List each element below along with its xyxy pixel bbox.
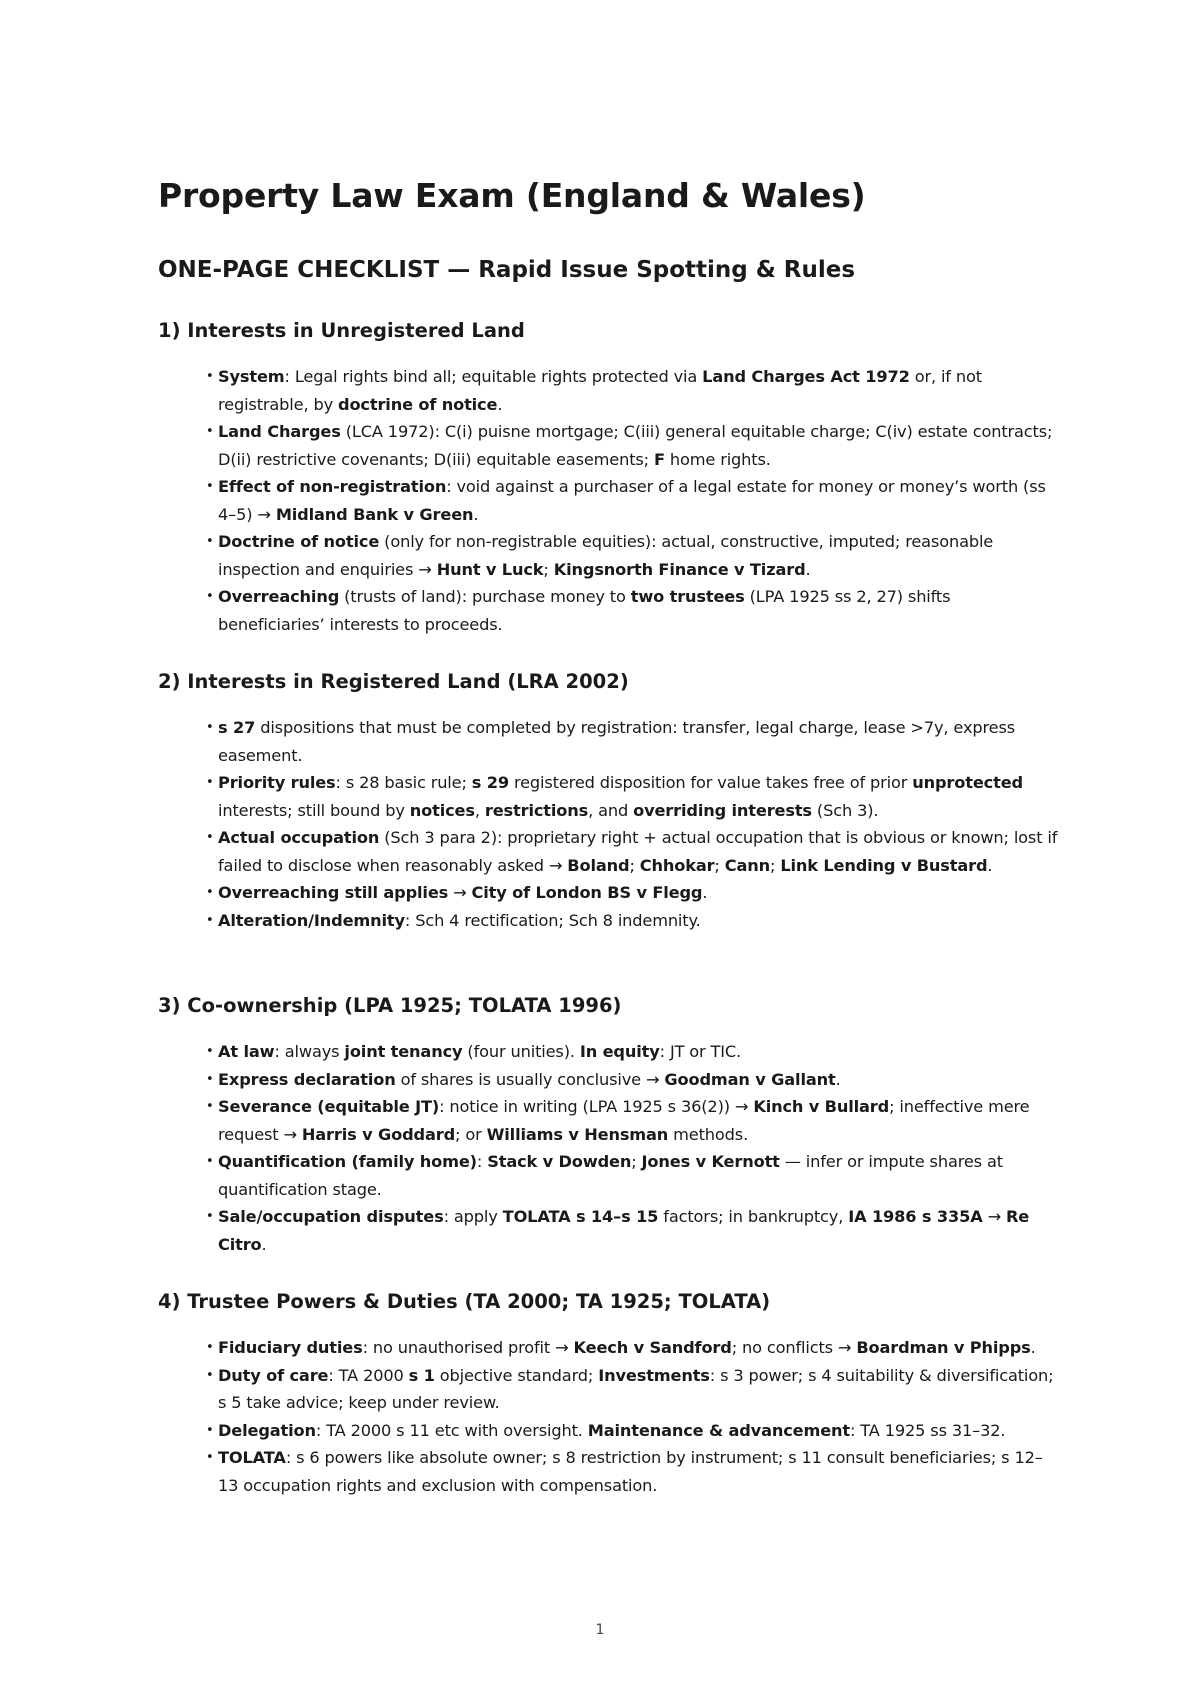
bold-term: Investments [598, 1365, 710, 1385]
bullet-list [158, 1334, 1058, 1499]
list-item: • At law: always joint tenancy (four unities). In equity: JT or TIC. [218, 1038, 1058, 1066]
document-subtitle: ONE-PAGE CHECKLIST — Rapid Issue Spotting & Rules [158, 257, 856, 283]
bold-term: TOLATA s 14–s 15 [502, 1207, 659, 1226]
bold-term: Hunt v Luck [436, 559, 544, 579]
bold-term: Severance (equitable JT) [218, 1097, 440, 1116]
bold-term: IA 1986 s 335A [848, 1207, 983, 1226]
bullet-list [158, 363, 1058, 638]
bold-term: joint tenancy [344, 1042, 463, 1061]
list-item: • Express declaration of shares is usually conclusive → Goodman v Gallant. [218, 1066, 1058, 1094]
list-item: • Severance (equitable JT): notice in writing (LPA 1925 s 36(2)) → Kinch v Bullard; ineffective mere request → Harris v Goddard; or Williams v Hensman methods. [218, 1093, 1058, 1148]
bold-term: Land Charges Act 1972 [702, 367, 910, 386]
list-item: • Delegation: TA 2000 s 11 etc with oversight. Maintenance & advancement: TA 1925 ss 31–32. [218, 1417, 1058, 1445]
list-item: • Alteration/Indemnity: Sch 4 rectification; Sch 8 indemnity. [218, 907, 1058, 935]
list-item: • Overreaching (trusts of land): purchase money to two trustees (LPA 1925 ss 2, 27) shifts beneficiaries’ interests to proceeds. [218, 583, 1058, 638]
section-trustee-powers [158, 1288, 1058, 1499]
bold-term: Overreaching still applies [218, 883, 449, 902]
bold-term: restrictions [484, 800, 589, 820]
bold-term: Jones v Kernott [641, 1152, 780, 1171]
bold-term: Overreaching [218, 587, 340, 606]
bold-term: Land Charges [218, 422, 341, 441]
bold-term: Williams v Hensman [486, 1124, 669, 1144]
bold-term: unprotected [912, 773, 1023, 792]
bold-term: In equity [579, 1042, 660, 1061]
bold-term: s 1 [408, 1365, 435, 1385]
bold-term: F [653, 449, 665, 469]
bold-term: Goodman v Gallant [664, 1069, 836, 1089]
list-item: • s 27 dispositions that must be completed by registration: transfer, legal charge, lease >7y, express easement. [218, 714, 1058, 769]
list-item: • Sale/occupation disputes: apply TOLATA s 14–s 15 factors; in bankruptcy, IA 1986 s 335A → Re Citro. [218, 1203, 1058, 1258]
bold-term: overriding interests [633, 800, 812, 820]
list-item: • Quantification (family home): Stack v Dowden; Jones v Kernott — infer or impute shares at quantification stage. [218, 1148, 1058, 1203]
bold-term: Kingsnorth Finance v Tizard [553, 559, 806, 579]
bold-term: Kinch v Bullard [753, 1097, 890, 1116]
bold-term: At law [218, 1042, 275, 1061]
section-registered-land [158, 668, 1058, 934]
bold-term: Effect of non-registration [218, 477, 447, 496]
bold-term: Express declaration [218, 1069, 396, 1089]
bold-term: notices [409, 800, 475, 820]
section-co-ownership [158, 992, 1058, 1258]
bold-term: Link Lending v Bustard [780, 855, 988, 875]
bold-term: Priority rules [218, 773, 336, 792]
bold-term: Quantification (family home) [218, 1152, 477, 1171]
bold-term: Cann [724, 855, 770, 875]
bold-term: Actual occupation [218, 828, 380, 847]
list-item: • Fiduciary duties: no unauthorised profit → Keech v Sandford; no conflicts → Boardman v Phipps. [218, 1334, 1058, 1362]
bold-term: Boardman v Phipps [856, 1338, 1031, 1357]
list-item: • Duty of care: TA 2000 s 1 objective standard; Investments: s 3 power; s 4 suitability & diversification; s 5 take advice; keep under review. [218, 1362, 1058, 1417]
list-item: • System: Legal rights bind all; equitable rights protected via Land Charges Act 1972 or, if not registrable, by doctrine of notice. [218, 363, 1058, 418]
section-heading: 2) Interests in Registered Land (LRA 2002) [158, 670, 629, 693]
bold-term: Alteration/Indemnity [218, 910, 405, 930]
bold-term: Chhokar [639, 855, 715, 875]
bold-term: s 27 [218, 718, 256, 737]
bullet-list [158, 714, 1058, 934]
bold-term: Stack v Dowden [487, 1152, 632, 1171]
bold-term: Keech v Sandford [573, 1338, 732, 1357]
bold-term: Re Citro [218, 1207, 1030, 1254]
bold-term: Doctrine of notice [218, 532, 380, 551]
bold-term: Sale/occupation disputes [218, 1207, 444, 1226]
section-unregistered-land [158, 317, 1058, 638]
bold-term: TOLATA [218, 1448, 286, 1467]
section-heading: 3) Co-ownership (LPA 1925; TOLATA 1996) [158, 994, 622, 1017]
bold-term: Delegation [218, 1420, 316, 1440]
list-item: • Overreaching still applies → City of London BS v Flegg. [218, 879, 1058, 907]
list-item: • Land Charges (LCA 1972): C(i) puisne mortgage; C(iii) general equitable charge; C(iv) estate contracts; D(ii) restrictive covenants; D(iii) equitable easements; F home rights. [218, 418, 1058, 473]
bold-term: Harris v Goddard [301, 1124, 456, 1144]
bold-term: s 29 [471, 773, 509, 792]
list-item: • Actual occupation (Sch 3 para 2): proprietary right + actual occupation that is obvious or known; lost if failed to disclose when reasonably asked → Boland; Chhokar; Cann; Link Lending v Bustard. [218, 824, 1058, 879]
bold-term: System [218, 367, 285, 386]
document-title: Property Law Exam (England & Wales) [158, 176, 866, 215]
list-item: • Effect of non-registration: void against a purchaser of a legal estate for money or money’s worth (ss 4–5) → Midland Bank v Green. [218, 473, 1058, 528]
bold-term: two trustees [630, 587, 745, 606]
list-item: • Priority rules: s 28 basic rule; s 29 registered disposition for value takes free of prior unprotected interests; still bound by notices, restrictions, and overriding interests (Sch 3). [218, 769, 1058, 824]
bullet-list [158, 1038, 1058, 1258]
bold-term: Duty of care [218, 1365, 329, 1385]
list-item: • TOLATA: s 6 powers like absolute owner; s 8 restriction by instrument; s 11 consult beneficiaries; s 12–13 occupation rights and exclusion with compensation. [218, 1444, 1058, 1499]
bold-term: Fiduciary duties [218, 1338, 363, 1357]
bold-term: doctrine of notice [338, 394, 498, 414]
bold-term: Midland Bank v Green [275, 504, 474, 524]
bold-term: Maintenance & advancement [587, 1420, 850, 1440]
section-heading: 1) Interests in Unregistered Land [158, 319, 525, 342]
page-number: 1 [595, 1622, 605, 1638]
bold-term: City of London BS v Flegg [471, 883, 703, 902]
bold-term: Boland [567, 855, 630, 875]
section-heading: 4) Trustee Powers & Duties (TA 2000; TA 1925; TOLATA) [158, 1290, 771, 1313]
list-item: • Doctrine of notice (only for non-registrable equities): actual, constructive, imputed; reasonable inspection and enquiries → Hunt v Luck; Kingsnorth Finance v Tizard. [218, 528, 1058, 583]
